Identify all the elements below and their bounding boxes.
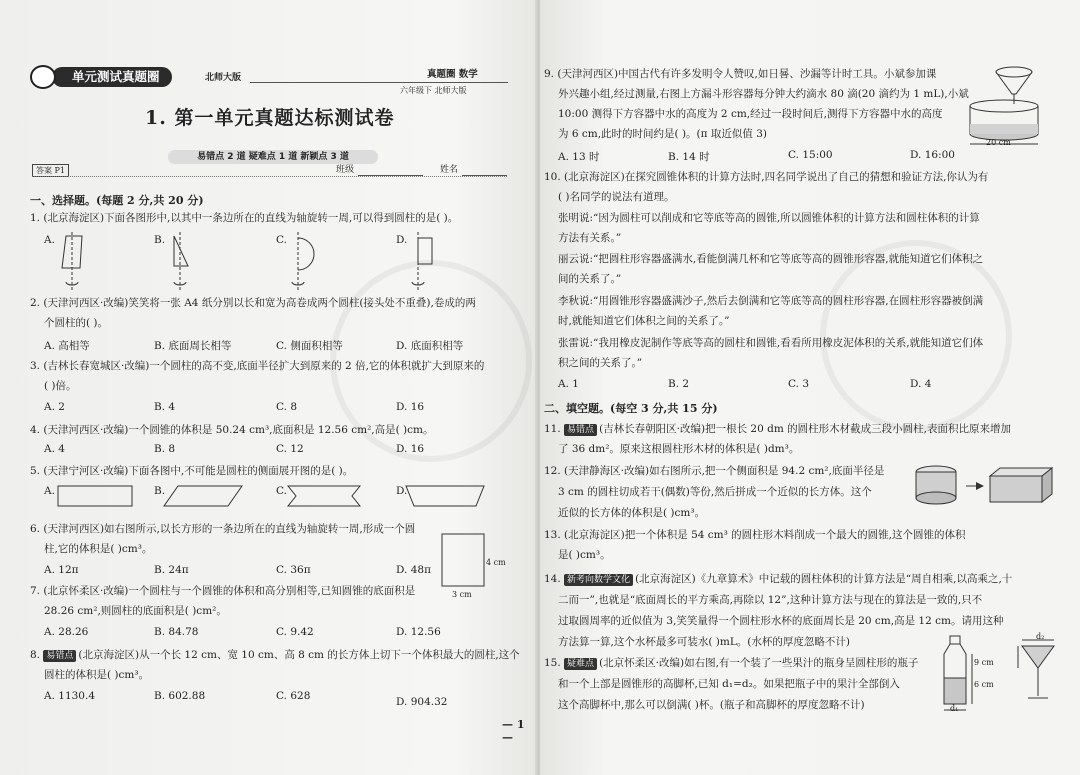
q10-text-line1: 10. (北京海淀区)在探究圆锥体积的计算方法时,四名同学说出了自己的猜想和验证方法,你认为有 [544, 171, 989, 183]
q9-text-line2: 外兴趣小组,经过测量,右图上方漏斗形容器每分钟大约滴水 80 滴(20 滴约为 1 mL),小斌 [558, 88, 969, 100]
q1-option-a[interactable]: A. [44, 234, 55, 246]
q10-liqiu-2: 时,就能知道它们体积之间的关系了。” [558, 315, 730, 327]
q8-option-b[interactable]: B. 602.88 [154, 690, 206, 702]
q10-zhangming: 张明说:“因为圆柱可以削成和它等底等高的圆锥,所以圆锥体积的计算方法和圆柱体积的计算 [558, 212, 980, 224]
q7-text-line2: 28.26 cm²,则圆柱的底面积是( )cm²。 [44, 605, 227, 617]
difficulty-summary: 易错点 2 道 疑难点 1 道 新颖点 3 道 [168, 150, 378, 164]
q5-option-a[interactable]: A. [44, 485, 55, 497]
q11-line1: (吉林长春朝阳区·改编)把一根长 20 dm 的圆柱形木材截成三段小圆柱,表面积比原来增加 [599, 423, 1011, 435]
page-number: — 1 — [502, 718, 525, 744]
q3-option-a[interactable]: A. 2 [44, 401, 65, 413]
section-choice-title: 一、选择题。(每题 2 分,共 20 分) [30, 194, 204, 207]
q15-text-line2: 和一个上部是圆锥形的高脚杯,已知 d₁=d₂。如果把瓶子中的果汁全部倒入 [558, 678, 900, 690]
q8-option-a[interactable]: A. 1130.4 [44, 690, 95, 702]
q3-option-d[interactable]: D. 16 [396, 401, 425, 413]
section-fill-title: 二、填空题。(每空 3 分,共 15 分) [544, 402, 718, 415]
class-field[interactable] [358, 175, 423, 176]
q6-option-d[interactable]: D. 48π [396, 564, 431, 576]
q1-figure-b [168, 232, 218, 292]
answer-reference: 答案 P1 [32, 164, 69, 177]
header-logo [30, 65, 198, 89]
header-rule [250, 82, 508, 83]
q5-figure-b [164, 484, 244, 510]
q4-option-a[interactable]: A. 4 [44, 443, 65, 455]
q2-option-b[interactable]: B. 底面周长相等 [154, 340, 232, 352]
q7-option-a[interactable]: A. 28.26 [44, 626, 89, 638]
q1-option-b[interactable]: B. [154, 234, 166, 246]
q5-text: 5. (天津宁河区·改编)下面各图中,不可能是圆柱的侧面展开图的是( )。 [30, 465, 354, 477]
q14-text-line2: 二而一”,也就是“底面周长的平方乘高,再除以 12”,这种计算方法与现在的算法是一致的,只不 [558, 594, 983, 606]
q6-option-c[interactable]: C. 36π [276, 564, 311, 576]
q14-text-line1: 14. 新考向数学文化 (北京海淀区)《九章算术》中记载的圆柱体积的计算方法是“周自相乘,以高乘之,十 [544, 573, 1013, 585]
q11-text-line1: 11. 易错点 (吉林长春朝阳区·改编)把一根长 20 dm 的圆柱形木材截成三段小圆柱,表面积比原来增加 [544, 423, 1011, 435]
q8-option-d[interactable]: D. 904.32 [396, 696, 448, 708]
q5-figure-d [406, 484, 486, 510]
q6-option-a[interactable]: A. 12π [44, 564, 79, 576]
q12-text-line3: 近似的长方体的体积是( )cm³。 [558, 507, 706, 519]
q10-zhanglei: 张雷说:“我用橡皮泥制作等底等高的圆柱和圆锥,看看所用橡皮泥体积的关系,就能知道它们体 [558, 337, 984, 349]
q15-text-line1: 15. 疑难点 (北京怀柔区·改编)如右图,有一个装了一些果汁的瓶身呈圆柱形的瓶子 [544, 657, 919, 669]
q7-option-c[interactable]: C. 9.42 [276, 626, 314, 638]
q13-text-line1: 13. (北京海淀区)把一个体积是 54 cm³ 的圆柱形木料削成一个最大的圆锥,这个圆锥的体积 [544, 529, 966, 541]
q7-text-line1: 7. (北京怀柔区·改编)一个圆柱与一个圆锥的体积和高分别相等,已知圆锥的底面积是 [30, 585, 416, 597]
q2-text-line1: 2. (天津河西区·改编)笑笑将一张 A4 纸分别以长和宽为高卷成两个圆柱(接头处不重叠),卷成的两 [30, 297, 476, 309]
q15-tag: 疑难点 [564, 658, 597, 670]
q14-tag: 新考向数学文化 [564, 574, 633, 586]
q9-option-c[interactable]: C. 15:00 [788, 149, 833, 161]
q2-option-a[interactable]: A. 高相等 [44, 340, 90, 352]
q12-cylinder-to-cuboid-figure [912, 464, 1052, 506]
edition-label: 北师大版 [205, 73, 242, 83]
q5-option-b[interactable]: B. [154, 485, 166, 497]
q2-option-c[interactable]: C. 侧面积相等 [276, 340, 343, 352]
q5-option-d[interactable]: D. [396, 485, 408, 497]
q6-text-line1: 6. (天津河西区)如右图所示,以长方形的一条边所在的直线为轴旋转一周,形成一个圆 [30, 523, 416, 535]
q10-option-b[interactable]: B. 2 [668, 378, 690, 390]
q3-text-line2: ( )倍。 [44, 380, 77, 392]
q10-zhanglei-2: 积之间的关系了。” [558, 357, 643, 369]
q9-text-line4: 为 6 cm,此时的时间约是( )。(π 取近似值 3) [558, 128, 768, 140]
q1-figure-a [60, 232, 110, 292]
q8-option-c[interactable]: C. 628 [276, 690, 311, 702]
q7-option-b[interactable]: B. 84.78 [154, 626, 199, 638]
q9-text-line3: 10:00 测得下方容器中水的高度为 2 cm,经过一段时间后,测得下方容器中水的高度 [558, 108, 943, 120]
q4-option-b[interactable]: B. 8 [154, 443, 176, 455]
q15-text-line3: 这个高脚杯中,那么可以倒满( )杯。(瓶子和高脚杯的厚度忽略不计) [558, 699, 865, 711]
q10-text-line2: ( )名同学的说法有道理。 [558, 191, 675, 203]
class-label: 班级 [336, 165, 355, 175]
q15-line1: (北京怀柔区·改编)如右图,有一个装了一些果汁的瓶身呈圆柱形的瓶子 [599, 657, 919, 669]
q6-width-label: 3 cm [452, 590, 472, 599]
q12-text-line1: 12. (天津静海区·改编)如右图所示,把一个侧面积是 94.2 cm²,底面半径是 [544, 465, 885, 477]
q5-figure-a [56, 484, 136, 510]
q1-figure-c [290, 232, 340, 292]
name-field[interactable] [462, 175, 507, 176]
q9-option-a[interactable]: A. 13 时 [558, 151, 600, 163]
q1-option-c[interactable]: C. [276, 234, 287, 246]
q9-option-d[interactable]: D. 16:00 [910, 149, 955, 161]
q8-line1: (北京海淀区)从一个长 12 cm、宽 10 cm、高 8 cm 的长方体上切下一个体积最大的圆柱,这个 [78, 649, 520, 661]
q13-text-line2: 是( )cm³。 [558, 549, 611, 561]
q5-figure-c [286, 484, 366, 510]
q14-text-line4: 方法算一算,这个水杯最多可装水( )mL。(水杯的厚度忽略不计) [558, 636, 850, 648]
q8-text-line2: 圆柱的体积是( )cm³。 [44, 669, 150, 681]
q6-height-label: 4 cm [486, 558, 506, 567]
grade-label: 六年级下 北师大版 [400, 86, 467, 95]
q8-tag: 易错点 [43, 650, 76, 662]
q10-option-d[interactable]: D. 4 [910, 378, 932, 390]
q3-option-b[interactable]: B. 4 [154, 401, 176, 413]
q6-text-line2: 柱,它的体积是( )cm³。 [44, 543, 153, 555]
q2-text-line2: 个圆柱的( )。 [44, 317, 109, 329]
q10-liqiu: 李秋说:“用圆锥形容器盛满沙子,然后去倒满和它等底等高的圆柱形容器,在圆柱形容器被倒满 [558, 295, 984, 307]
q7-option-d[interactable]: D. 12.56 [396, 626, 441, 638]
q4-option-c[interactable]: C. 12 [276, 443, 304, 455]
page-title: 1. 第一单元真题达标测试卷 [145, 107, 395, 129]
q15-d1-label: d₁ [950, 704, 959, 713]
q1-option-d[interactable]: D. [396, 234, 408, 246]
q4-option-d[interactable]: D. 16 [396, 443, 425, 455]
q1-figure-d [410, 232, 460, 292]
q15-height2-label: 6 cm [974, 680, 994, 689]
q15-height1-label: 9 cm [974, 658, 994, 667]
q9-option-b[interactable]: B. 14 时 [668, 151, 710, 163]
q6-option-b[interactable]: B. 24π [154, 564, 189, 576]
q10-option-a[interactable]: A. 1 [558, 378, 579, 390]
q3-option-c[interactable]: C. 8 [276, 401, 298, 413]
logo-text: 单元测试真题圈 [52, 67, 172, 87]
q12-text-line2: 3 cm 的圆柱切成若干(偶数)等份,然后拼成一个近似的长方体。这个 [558, 486, 872, 498]
q11-tag: 易错点 [564, 424, 597, 436]
q15-d2-label: d₂ [1036, 632, 1045, 641]
q9-text-line1: 9. (天津河西区)中国古代有许多发明令人赞叹,如日晷、沙漏等计时工具。小斌参加课 [544, 68, 937, 80]
name-label: 姓名 [440, 165, 459, 175]
q4-text: 4. (天津河西区·改编)一个圆锥的体积是 50.24 cm³,底面积是 12.56 cm²,高是( )cm。 [30, 424, 434, 436]
q14-line1: (北京海淀区)《九章算术》中记载的圆柱体积的计算方法是“周自相乘,以高乘之,十 [635, 573, 1013, 585]
q10-zhangming-2: 方法有关系。” [558, 232, 622, 244]
mascot-icon [30, 65, 56, 89]
q10-liyun: 丽云说:“把圆柱形容器盛满水,看能倒满几杯和它等底等高的圆锥形容器,就能知道它们体积之 [558, 253, 984, 265]
q9-diameter-label: 20 cm [986, 138, 1011, 147]
q10-liyun-2: 间的关系了。” [558, 273, 622, 285]
q8-text-line1: 8. 易错点 (北京海淀区)从一个长 12 cm、宽 10 cm、高 8 cm 的长方体上切下一个体积最大的圆柱,这个 [30, 649, 520, 661]
q2-option-d[interactable]: D. 底面积相等 [396, 340, 464, 352]
q10-option-c[interactable]: C. 3 [788, 378, 810, 390]
q14-text-line3: 过取圆周率的近似值为 3,笑笑量得一个圆柱形水杯的底面周长是 20 cm,高是 12 cm。请用这种 [558, 615, 1004, 627]
brand-label: 真题圈 数学 [427, 69, 478, 80]
q11-text-line2: 了 36 dm²。原来这根圆柱形木材的体积是( )dm³。 [558, 443, 800, 455]
q5-option-c[interactable]: C. [276, 485, 287, 497]
q3-text-line1: 3. (吉林长春宽城区·改编)一个圆柱的高不变,底面半径扩大到原来的 2 倍,它的体积就扩大到原来的 [30, 360, 485, 372]
right-page [540, 0, 1080, 775]
header-divider [32, 176, 507, 177]
left-page [0, 0, 537, 775]
q1-text: 1. (北京海淀区)下面各图形中,以其中一条边所在的直线为轴旋转一周,可以得到圆柱的是( )。 [30, 212, 459, 224]
